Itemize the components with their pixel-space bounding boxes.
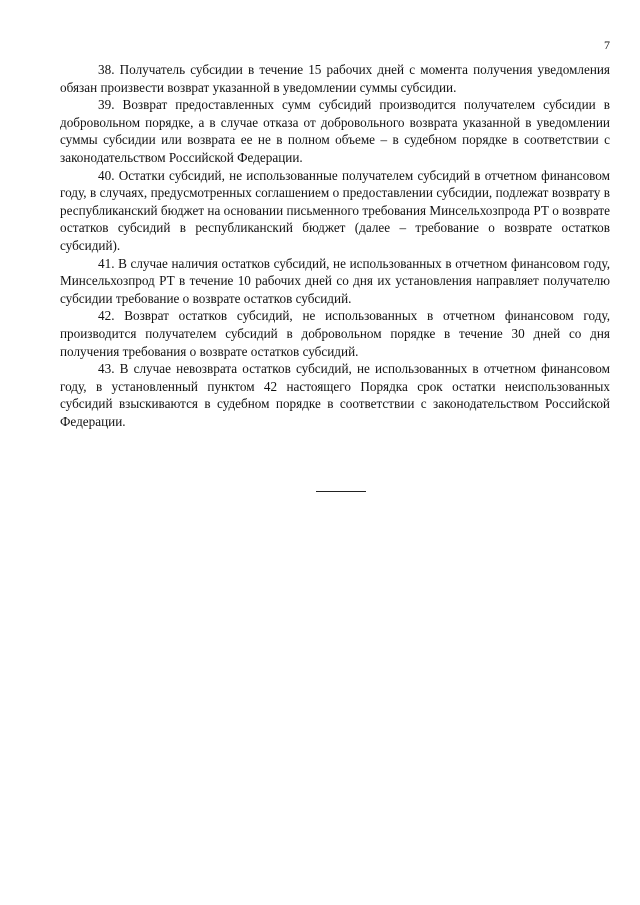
paragraph-40: 40. Остатки субсидий, не использованные получателем субсидий в отчетном финансовом году, в случаях, предусмотренных соглашением о предоставлении субсидии, подлежат возврату в республиканский бюджет на основании письменного требования Минсельхозпрода РТ о возврате остатков субсидий в республиканский бюджет (далее – требование о возврате остатков субсидий). bbox=[60, 167, 610, 253]
paragraph-39: 39. Возврат предоставленных сумм субсидий производится получателем субсидии в добровольном порядке, а в случае отказа от добровольного возврата указанной в уведомлении суммы субсидии или возврата ее не в полном объеме – в судебном порядке в соответствии с законодательством Российской Федерации. bbox=[60, 97, 610, 165]
paragraph-41: 41. В случае наличия остатков субсидий, не использованных в отчетном финансовом году, Минсельхозпрод РТ в течение 10 рабочих дней со дня их установления направляет получателю субсидии требование о возврате остатков субсидий. bbox=[60, 255, 610, 306]
paragraph-43: 43. В случае невозврата остатков субсидий, не использованных в отчетном финансовом году, в установленный пунктом 42 настоящего Порядка срок остатки неиспользованных субсидий взыскиваются в судебном порядке в соответствии с законодательством Российской Федерации. bbox=[60, 361, 610, 429]
end-divider-line bbox=[316, 491, 366, 492]
paragraph-38: 38. Получатель субсидии в течение 15 рабочих дней с момента получения уведомления обязан произвести возврат указанной в уведомлении суммы субсидии. bbox=[60, 62, 610, 95]
document-body bbox=[60, 61, 610, 430]
paragraph-42: 42. Возврат остатков субсидий, не использованных в отчетном финансовом году, производится получателем субсидий в добровольном порядке в течение 30 дней со дня получения требования о возврате остатков субсидий. bbox=[60, 308, 610, 359]
page-number: 7 bbox=[604, 38, 610, 52]
